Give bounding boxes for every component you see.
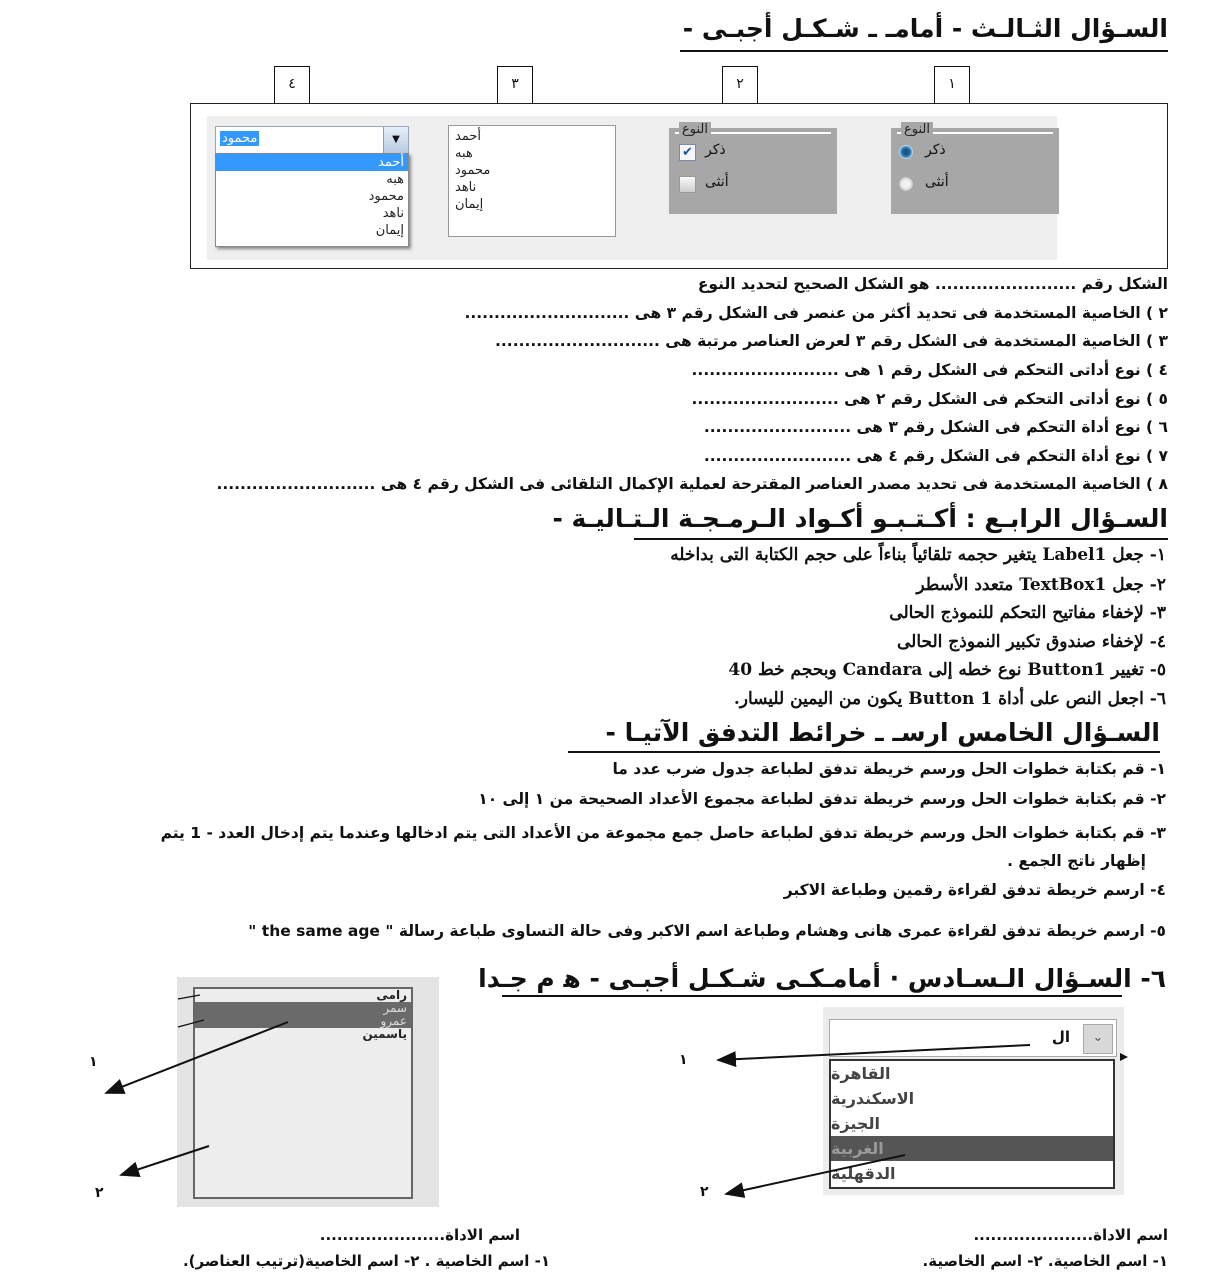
q6-combo-item[interactable]: الدقهلية — [831, 1164, 896, 1183]
chevron-down-icon[interactable]: ▼ — [383, 127, 408, 153]
q3-title: السـؤال الثـالـث - أمامـ ـ شـكـل أجبـى - — [682, 14, 1168, 43]
fig3-item[interactable]: أحمد — [455, 129, 481, 144]
q6-left-tool-name: اسم الاداة...................... — [319, 1226, 520, 1244]
q3-question-5: ٥ ) نوع أداتى التحكم فى الشكل رقم ٢ هى ......................... — [691, 390, 1168, 408]
q5-item-5: ٥- ارسم خريطة تدفق لقراءة عمرى هانى وهشام وطباعة اسم الاكبر وفى حالة التساوى طباعة رسالة " the same age " — [248, 922, 1166, 940]
q6-list-item-selected[interactable]: سمر — [195, 1002, 411, 1015]
fig1-option-male: ذكر — [925, 142, 946, 158]
arrow-combo-1 — [718, 1045, 1030, 1060]
q5-item-3: ٣- قم بكتابة خطوات الحل ورسم خريطة تدفق لطباعة حاصل جمع مجموعة من الأعداد التى يتم ادخالها وعندما يتم إدخال العدد - 1 يتم — [160, 824, 1166, 842]
chevron-down-icon[interactable]: ⌄ — [1083, 1024, 1113, 1054]
q3-question-6: ٦ ) نوع أداة التحكم فى الشكل رقم ٣ هى ......................... — [703, 418, 1168, 436]
q6-list-arrow-label-2: ٢ — [95, 1185, 104, 1201]
fig3-item[interactable]: هبه — [455, 146, 473, 161]
q3-question-8: ٨ ) الخاصية المستخدمة فى تحديد مصدر العناصر المقترحة لعملية الإكمال التلقائى فى الشكل رقم ٤ هى ........................... — [216, 475, 1168, 493]
figure-number-4: ٤ — [274, 66, 310, 103]
q3-question-3: ٣ ) الخاصية المستخدمة فى الشكل رقم ٣ لعرض العناصر مرتبة هى ............................ — [495, 332, 1168, 350]
q6-combo-arrow-label-1: ١ — [679, 1052, 688, 1068]
q4-item-4: ٤- لإخفاء صندوق تكبير النموذج الحالى — [896, 632, 1166, 652]
q6-title: ٦- السـؤال الـسـادس · أمامـكـى شـكـل أجبـى - ﻫ م جـدا — [478, 964, 1166, 993]
fig2-legend: النوع — [679, 122, 711, 137]
q4-item-1: ١- جعل Label1 يتغير حجمه تلقائياً بناءاً على حجم الكتابة التى بداخله — [670, 545, 1166, 565]
q6-combo-item[interactable]: الجيزة — [831, 1114, 880, 1133]
figure-number-1: ١ — [934, 66, 970, 103]
q3-question-1: الشكل رقم ........................ هو الشكل الصحيح لتحديد النوع — [697, 275, 1168, 293]
fig2-option-male: ذكر — [705, 142, 726, 158]
fig4-item[interactable]: أحمد — [216, 154, 408, 171]
pointer-line — [178, 995, 200, 999]
fig4-combo-value[interactable]: محمود — [222, 131, 258, 146]
q5-title: السـؤال الخامس ارسـ ـ خرائط التدفق الآتيـا - — [605, 718, 1160, 747]
q4-title: السـؤال الرابـع : أكـتـبـو أكـواد الـرمـجـة الـتـاليـة - — [552, 504, 1168, 533]
q6-right-tool-name: اسم الاداة..................... — [973, 1226, 1168, 1244]
arrow-pointer-small — [1120, 1053, 1128, 1061]
q4-item-5: ٥- تغيير Button1 نوع خطه إلى Candara وبحجم خط 40 — [728, 660, 1166, 680]
q3-question-4: ٤ ) نوع أداتى التحكم فى الشكل رقم ١ هى ......................... — [691, 361, 1168, 379]
q6-list-item-selected[interactable]: عمرو — [195, 1015, 411, 1028]
fig4-item[interactable]: إيمان — [375, 223, 404, 238]
q5-item-3-cont: إظهار ناتج الجمع . — [1007, 852, 1146, 870]
q4-item-3: ٣- لإخفاء مفاتيح التحكم للنموذج الحالى — [889, 603, 1166, 623]
arrow-list-1 — [106, 1022, 288, 1093]
q3-question-7: ٧ ) نوع أداة التحكم فى الشكل رقم ٤ هى ......................... — [703, 447, 1168, 465]
q6-right-props: ١- اسم الخاصية. ٢- اسم الخاصية. — [922, 1252, 1168, 1270]
q5-item-4: ٤- ارسم خريطة تدفق لقراءة رقمين وطباعة الاكبر — [783, 881, 1166, 899]
q5-item-2: ٢- قم بكتابة خطوات الحل ورسم خريطة تدفق لطباعة مجموع الأعداد الصحيحة من ١ إلى ١٠ — [478, 790, 1166, 808]
q6-left-props: ١- اسم الخاصية . ٢- اسم الخاصية(ترتيب العناصر). — [182, 1252, 550, 1270]
q6-combo-item-highlighted[interactable]: الغربية — [831, 1136, 1113, 1161]
q6-combo-typed[interactable]: ال — [1051, 1028, 1070, 1046]
q5-item-1: ١- قم بكتابة خطوات الحل ورسم خريطة تدفق لطباعة جدول ضرب عدد ما — [612, 760, 1166, 778]
q6-combo-arrow-label-2: ٢ — [700, 1184, 709, 1200]
q4-item-6: ٦- اجعل النص على أداة Button 1 يكون من اليمين لليسار. — [733, 689, 1166, 709]
q6-combo-item[interactable]: القاهرة — [831, 1064, 891, 1083]
pointer-line — [178, 1020, 204, 1027]
fig2-option-female: أنثى — [705, 174, 729, 190]
fig1-option-female: أنثى — [925, 174, 949, 190]
q6-combo-item[interactable]: الاسكندرية — [831, 1089, 915, 1108]
fig3-item[interactable]: إيمان — [455, 197, 484, 212]
fig3-item[interactable]: محمود — [455, 163, 491, 178]
fig4-item[interactable]: محمود — [368, 189, 404, 204]
figure-number-3: ٣ — [497, 66, 533, 103]
fig4-item[interactable]: ناهد — [382, 206, 404, 221]
q3-question-2: ٢ ) الخاصية المستخدمة فى تحديد أكثر من عنصر فى الشكل رقم ٣ هى ............................ — [464, 304, 1168, 322]
q6-list-item[interactable]: رامى — [376, 988, 407, 1002]
checkbox-checked-icon[interactable]: ✔ — [679, 144, 696, 161]
arrow-list-2 — [121, 1146, 209, 1175]
q4-item-2: ٢- جعل TextBox1 متعدد الأسطر — [916, 575, 1166, 595]
figure-number-2: ٢ — [722, 66, 758, 103]
fig3-item[interactable]: ناهد — [455, 180, 477, 195]
fig1-legend: النوع — [901, 122, 933, 137]
fig4-item[interactable]: هبه — [386, 172, 404, 187]
q6-list-arrow-label-1: ١ — [89, 1054, 98, 1070]
q6-list-item[interactable]: ياسمين — [362, 1027, 407, 1041]
arrow-combo-2 — [726, 1155, 905, 1194]
